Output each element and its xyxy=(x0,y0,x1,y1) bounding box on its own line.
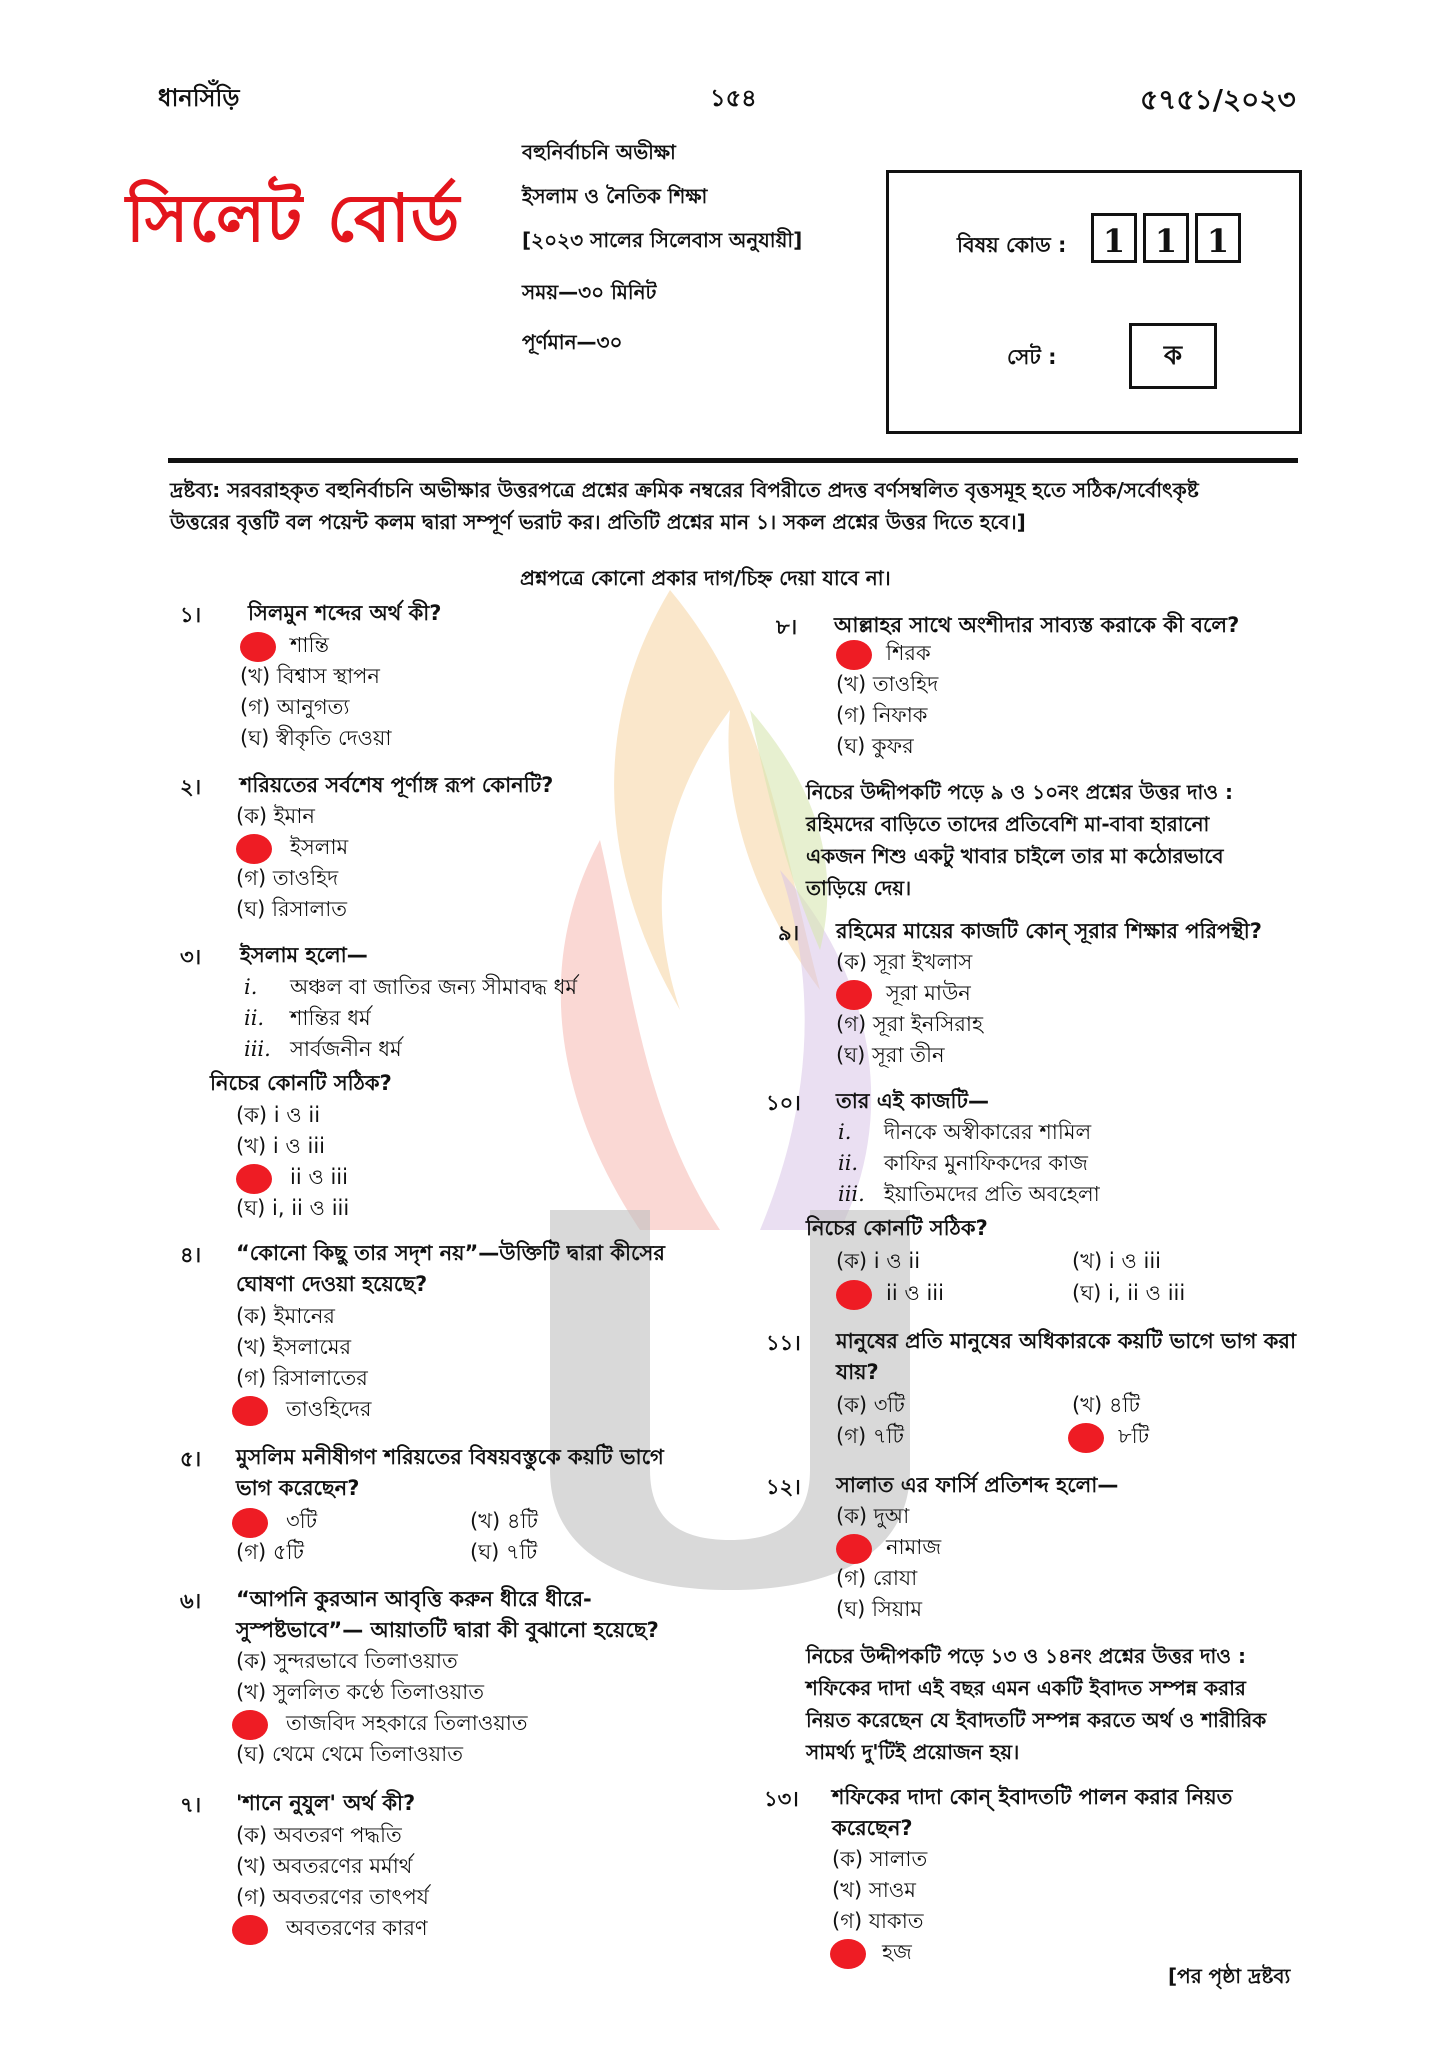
stimulus-line: নিয়ত করেছেন যে ইবাদতটি সম্পন্ন করতে অর্থ ও শারীরিক xyxy=(806,1708,1267,1732)
option-a: (ক) ইমান xyxy=(236,804,315,828)
exam-marks: পূর্ণমান—৩০ xyxy=(522,330,623,354)
note-line-2: উত্তরের বৃত্তটি বল পয়েন্ট কলম দ্বারা সম্পূর্ণ ভরাট কর। প্রতিটি প্রশ্নের মান ১। সকল প্রশ্নের উত্তর দিতে হবে।] xyxy=(170,510,1026,534)
option-d: তাওহিদের xyxy=(286,1397,372,1421)
option-b: (খ) ইসলামের xyxy=(236,1335,352,1359)
option-a: (ক) দুআ xyxy=(836,1504,910,1528)
board-title: সিলেট বোর্ড xyxy=(126,179,461,257)
instruction-note xyxy=(170,474,1300,538)
question-number: ৫। xyxy=(180,1447,202,1471)
exam-code: ৫৭৫১/২০২৩ xyxy=(1140,83,1296,116)
option-a: (ক) সুন্দরভাবে তিলাওয়াত xyxy=(236,1649,458,1673)
option-c: (গ) আনুগত্য xyxy=(240,695,350,719)
question-text-line-2: ভাগ করেছেন? xyxy=(236,1476,360,1500)
question-number: ৮। xyxy=(776,615,798,639)
code-digit: 1 xyxy=(1091,213,1137,263)
question-text-line-2: সুস্পষ্টভাবে”— আয়াতটি দ্বারা কী বুঝানো হয়েছে? xyxy=(236,1618,659,1642)
stimulus-2 xyxy=(806,1640,1266,1768)
option-d: (ঘ) ৭টি xyxy=(470,1540,538,1564)
statement-label: ii. xyxy=(244,1006,265,1030)
question-number: ২। xyxy=(180,775,202,799)
question-text: শরিয়তের সর্বশেষ পূর্ণাঙ্গ রূপ কোনটি? xyxy=(240,773,554,797)
statement-text: সার্বজনীন ধর্ম xyxy=(290,1037,402,1061)
question-text-line-1: “কোনো কিছু তার সদৃশ নয়”—উক্তিটি দ্বারা কীসের xyxy=(236,1241,665,1265)
stimulus-line: নিচের উদ্দীপকটি পড়ে ১৩ ও ১৪নং প্রশ্নের উত্তর দাও : xyxy=(806,1644,1247,1668)
answer-mark xyxy=(836,640,872,670)
option-b: নামাজ xyxy=(886,1535,942,1559)
option-a: (ক) ইমানের xyxy=(236,1304,335,1328)
statement-text: শান্তির ধর্ম xyxy=(290,1006,371,1030)
question-text: রহিমের মায়ের কাজটি কোন্ সূরার শিক্ষার পরিপন্থী? xyxy=(836,919,1262,943)
exam-type: বহুনির্বাচনি অভীক্ষা xyxy=(522,140,676,164)
option-d: হজ xyxy=(882,1940,912,1964)
question-number: ১০। xyxy=(766,1091,801,1115)
option-a: ৩টি xyxy=(286,1509,318,1533)
answer-mark xyxy=(240,632,276,662)
answer-mark xyxy=(236,1164,272,1194)
next-page-note: [পর পৃষ্ঠা দ্রষ্টব্য xyxy=(1168,1964,1291,1988)
set-label: সেট : xyxy=(1007,345,1057,369)
option-a: (ক) ৩টি xyxy=(836,1393,905,1417)
question-text-line-1: মানুষের প্রতি মানুষের অধিকারকে কয়টি ভাগে ভাগ করা xyxy=(836,1329,1297,1353)
question-number: ১১। xyxy=(766,1331,801,1355)
option-b: (খ) i ও iii xyxy=(236,1134,325,1158)
answer-mark xyxy=(232,1915,268,1945)
option-b: (খ) তাওহিদ xyxy=(836,672,939,696)
subject-code-label: বিষয় কোড : xyxy=(957,233,1067,257)
question-text-line-2: ঘোষণা দেওয়া হয়েছে? xyxy=(236,1272,428,1296)
option-d: অবতরণের কারণ xyxy=(286,1916,428,1940)
question-text: সালাত এর ফার্সি প্রতিশব্দ হলো— xyxy=(836,1473,1119,1497)
option-d: ৮টি xyxy=(1118,1424,1150,1448)
which-correct: নিচের কোনটি সঠিক? xyxy=(806,1216,988,1240)
option-c: (গ) অবতরণের তাৎপর্য xyxy=(236,1885,429,1909)
warning-text: প্রশ্নপত্রে কোনো প্রকার দাগ/চিহ্ন দেয়া যাবে না। xyxy=(520,566,891,590)
option-b: (খ) ৪টি xyxy=(1072,1393,1140,1417)
statement-label: i. xyxy=(244,975,258,999)
option-a: (ক) সূরা ইখলাস xyxy=(836,950,973,974)
question-text-line-1: শফিকের দাদা কোন্ ইবাদতটি পালন করার নিয়ত xyxy=(832,1785,1233,1809)
answer-mark xyxy=(232,1710,268,1740)
option-c: (গ) রিসালাতের xyxy=(236,1366,368,1390)
question-number: ৭। xyxy=(180,1793,202,1817)
stimulus-line: শফিকের দাদা এই বছর এমন একটি ইবাদত সম্পন্ন করার xyxy=(806,1676,1246,1700)
option-d: (ঘ) কুফর xyxy=(836,734,914,758)
answer-mark xyxy=(232,1508,268,1538)
question-number: ৯। xyxy=(778,921,800,945)
subject-code-box xyxy=(886,170,1302,434)
stimulus-1 xyxy=(806,776,1233,904)
question-number: ৪। xyxy=(180,1243,202,1267)
option-d: (ঘ) রিসালাত xyxy=(236,897,348,921)
statement-label: ii. xyxy=(838,1151,859,1175)
statement-text: ইয়াতিমদের প্রতি অবহেলা xyxy=(884,1182,1100,1206)
note-line-1: দ্রষ্টব্য: সরবরাহকৃত বহুনির্বাচনি অভীক্ষার উত্তরপত্রে প্রশ্নের ক্রমিক নম্বরের বিপরীতে প্রদত্ত বর্ণসম্বলিত বৃত্তসমূহ হতে সঠিক/সর্বোৎকৃষ্ট xyxy=(170,478,1199,502)
question-number: ১৩। xyxy=(764,1787,799,1811)
answer-mark xyxy=(836,980,872,1010)
option-c: (গ) নিফাক xyxy=(836,703,928,727)
question-text: সিলমুন শব্দের অর্থ কী? xyxy=(248,601,442,625)
option-d: (ঘ) i, ii ও iii xyxy=(1072,1281,1186,1305)
option-b: (খ) অবতরণের মর্মার্থ xyxy=(236,1854,413,1878)
option-d: (ঘ) i, ii ও iii xyxy=(236,1196,350,1220)
exam-syllabus: [২০২৩ সালের সিলেবাস অনুযায়ী] xyxy=(522,228,803,252)
option-b: (খ) i ও iii xyxy=(1072,1249,1161,1273)
option-c: (গ) সূরা ইনসিরাহ xyxy=(836,1012,984,1036)
question-number: ১২। xyxy=(766,1475,801,1499)
question-text: 'শানে নুযুল' অর্থ কী? xyxy=(236,1791,416,1815)
option-c: (গ) ৫টি xyxy=(236,1540,304,1564)
question-text-line-1: মুসলিম মনীষীগণ শরিয়তের বিষয়বস্তুকে কয়টি ভাগে xyxy=(236,1445,664,1469)
question-number: ১। xyxy=(180,603,202,627)
statement-text: অঞ্চল বা জাতির জন্য সীমাবদ্ধ ধর্ম xyxy=(290,975,578,999)
code-digit: 1 xyxy=(1195,213,1241,263)
option-a: (ক) i ও ii xyxy=(836,1249,921,1273)
stimulus-line: সামর্থ্য দু'টিই প্রয়োজন হয়। xyxy=(806,1740,1020,1764)
option-a: (ক) সালাত xyxy=(832,1847,928,1871)
answer-mark xyxy=(236,834,272,864)
option-b: (খ) ৪টি xyxy=(470,1509,538,1533)
statement-label: iii. xyxy=(244,1037,271,1061)
statement-label: iii. xyxy=(838,1182,865,1206)
question-number: ৩। xyxy=(180,945,202,969)
answer-mark xyxy=(836,1280,872,1310)
question-text: তার এই কাজটি— xyxy=(836,1089,989,1113)
option-c: (গ) ৭টি xyxy=(836,1424,904,1448)
option-d: (ঘ) স্বীকৃতি দেওয়া xyxy=(240,726,392,750)
question-text-line-1: “আপনি কুরআন আবৃত্তি করুন ধীরে ধীরে- xyxy=(236,1587,592,1611)
question-text-line-2: করেছেন? xyxy=(832,1816,913,1840)
stimulus-line: নিচের উদ্দীপকটি পড়ে ৯ ও ১০নং প্রশ্নের উত্তর দাও : xyxy=(806,780,1234,804)
option-b: ইসলাম xyxy=(290,835,349,859)
option-b: (খ) সাওম xyxy=(832,1878,916,1902)
option-c: তাজবিদ সহকারে তিলাওয়াত xyxy=(286,1711,528,1735)
divider xyxy=(168,458,1298,463)
code-digit: 1 xyxy=(1143,213,1189,263)
set-value: ক xyxy=(1129,323,1217,389)
statement-label: i. xyxy=(838,1120,852,1144)
option-a: শিরক xyxy=(886,641,931,665)
answer-mark xyxy=(836,1534,872,1564)
option-b: (খ) বিশ্বাস স্থাপন xyxy=(240,664,380,688)
option-d: (ঘ) সূরা তীন xyxy=(836,1043,945,1067)
option-c: ii ও iii xyxy=(886,1281,944,1305)
stimulus-line: তাড়িয়ে দেয়। xyxy=(806,876,912,900)
answer-mark xyxy=(1068,1423,1104,1453)
stimulus-line: রহিমদের বাড়িতে তাদের প্রতিবেশি মা-বাবা হারানো xyxy=(806,812,1210,836)
option-d: (ঘ) সিয়াম xyxy=(836,1597,923,1621)
answer-mark xyxy=(232,1396,268,1426)
option-a: শান্তি xyxy=(290,633,329,657)
option-a: (ক) অবতরণ পদ্ধতি xyxy=(236,1823,402,1847)
which-correct: নিচের কোনটি সঠিক? xyxy=(210,1071,392,1095)
exam-info xyxy=(522,130,802,364)
question-text: ইসলাম হলো— xyxy=(240,943,368,967)
option-c: ii ও iii xyxy=(290,1165,348,1189)
answer-mark xyxy=(830,1939,866,1969)
exam-time: সময়—৩০ মিনিট xyxy=(522,280,657,304)
option-c: (গ) রোযা xyxy=(836,1566,918,1590)
question-text: আল্লাহর সাথে অংশীদার সাব্যস্ত করাকে কী বলে? xyxy=(834,613,1240,637)
exam-subject: ইসলাম ও নৈতিক শিক্ষা xyxy=(522,184,708,208)
stimulus-line: একজন শিশু একটু খাবার চাইলে তার মা কঠোরভাবে xyxy=(806,844,1224,868)
option-d: (ঘ) থেমে থেমে তিলাওয়াত xyxy=(236,1742,463,1766)
statement-text: কাফির মুনাফিকদের কাজ xyxy=(884,1151,1088,1175)
option-b: (খ) সুললিত কণ্ঠে তিলাওয়াত xyxy=(236,1680,484,1704)
subject-code-digits xyxy=(1085,213,1241,263)
question-text-line-2: যায়? xyxy=(836,1360,879,1384)
page-number: ১৫৪ xyxy=(710,84,757,112)
option-c: (গ) যাকাত xyxy=(832,1909,924,1933)
header-left: ধানসিঁড়ি xyxy=(158,84,240,112)
question-number: ৬। xyxy=(180,1589,202,1613)
option-a: (ক) i ও ii xyxy=(236,1103,321,1127)
statement-text: দীনকে অস্বীকারের শামিল xyxy=(884,1120,1092,1144)
option-c: (গ) তাওহিদ xyxy=(236,866,339,890)
option-b: সূরা মাউন xyxy=(886,981,971,1005)
